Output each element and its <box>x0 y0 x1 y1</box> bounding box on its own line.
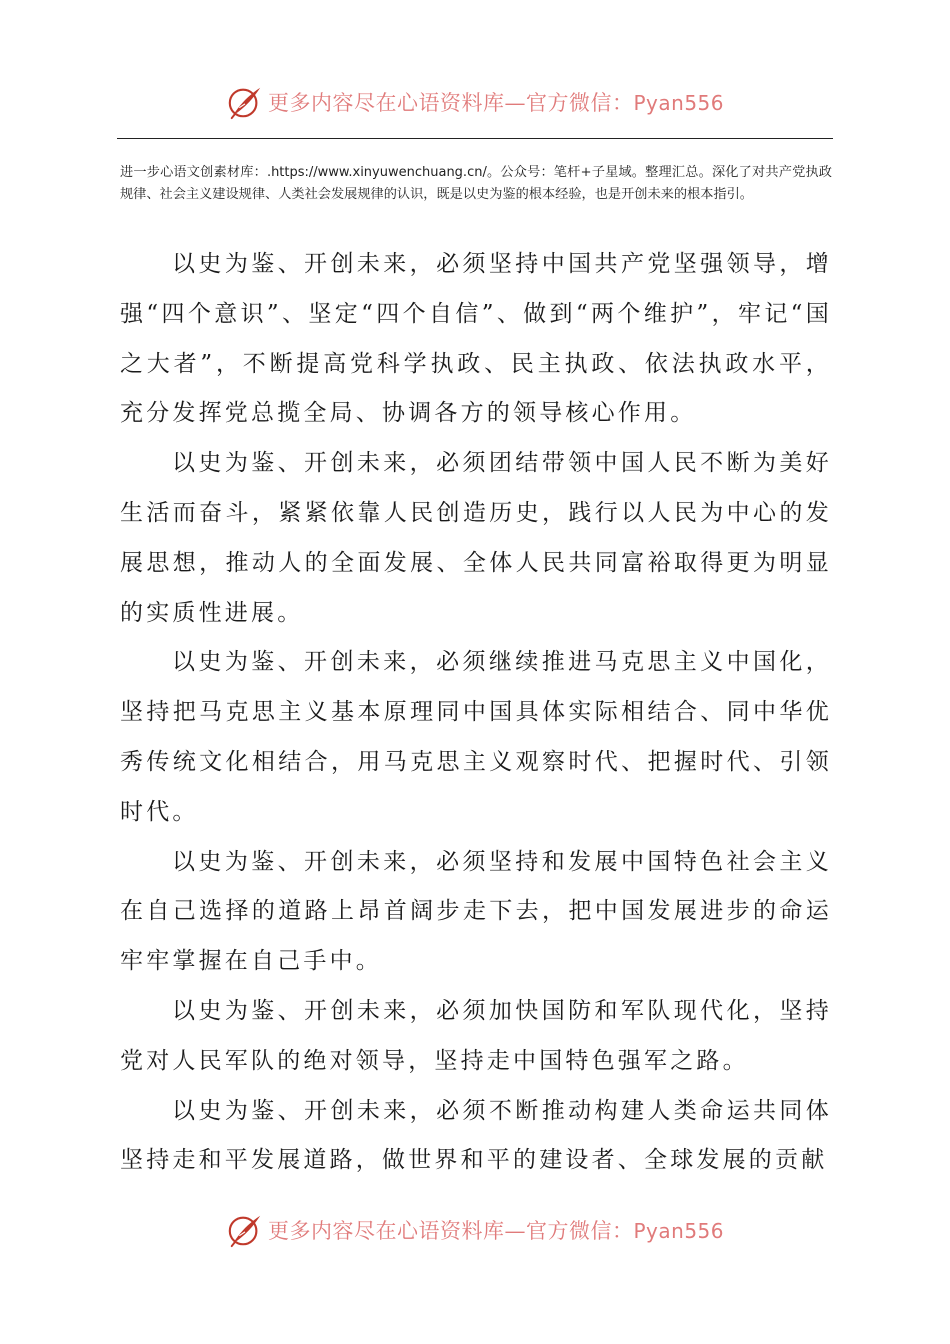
paragraph: 以史为鉴、开创未来，必须不断推动构建人类命运共同体坚持走和平发展道路，做世界和平的建设者、全球发展的贡献 <box>120 1097 832 1174</box>
header-banner-handle: Pyan556 <box>633 91 724 115</box>
header-divider <box>117 138 833 139</box>
footer-banner-label: 更多内容尽在心语资料库—官方微信： <box>267 1219 634 1243</box>
footer-banner <box>0 1208 950 1252</box>
header-banner-label: 更多内容尽在心语资料库—官方微信： <box>267 91 634 115</box>
intro-note <box>120 162 832 206</box>
document-body <box>120 240 832 1186</box>
header-banner <box>0 80 950 124</box>
paragraph: 以史为鉴、开创未来，必须团结带领中国人民不断为美好生活而奋斗，紧紧依靠人民创造历史，践行以人民为中心的发展思想，推动人的全面发展、全体人民共同富裕取得更为明显的实质性进展。 <box>120 450 832 626</box>
paragraph: 以史为鉴、开创未来，必须加快国防和军队现代化，坚持党对人民军队的绝对领导，坚持走中国特色强军之路。 <box>120 997 832 1074</box>
paragraph: 以史为鉴、开创未来，必须继续推进马克思主义中国化，坚持把马克思主义基本原理同中国具体实际相结合、同中华优秀传统文化相结合，用马克思主义观察时代、把握时代、引领时代。 <box>120 649 832 825</box>
header-banner-text <box>268 87 724 117</box>
paragraph: 以史为鉴、开创未来，必须坚持中国共产党坚强领导，增强“四个意识”、坚定“四个自信”、做到“两个维护”，牢记“国之大者”，不断提高党科学执政、民主执政、依法执政水平，充分发挥党总揽全局、协调各方的领导核心作用。 <box>120 251 832 427</box>
paragraph: 以史为鉴、开创未来，必须坚持和发展中国特色社会主义在自己选择的道路上昂首阔步走下去，把中国发展进步的命运牢牢掌握在自己手中。 <box>120 848 832 975</box>
intro-note-url: .https://www.xinyuwenchuang.cn/ <box>266 165 487 180</box>
footer-banner-text <box>268 1215 724 1245</box>
intro-note-lead: 进一步心语文创素材库： <box>120 165 267 180</box>
quill-logo-icon <box>226 83 264 121</box>
footer-banner-handle: Pyan556 <box>633 1219 724 1243</box>
intro-note-rest: 。公众号：笔杆+子星域。整理汇总。深化了对共产党执政规律、社会主义建设规律、人类社会发展规律的认识，既是以史为鉴的根本经验，也是开创未来的根本指引。 <box>120 165 832 202</box>
quill-logo-icon <box>226 1211 264 1249</box>
